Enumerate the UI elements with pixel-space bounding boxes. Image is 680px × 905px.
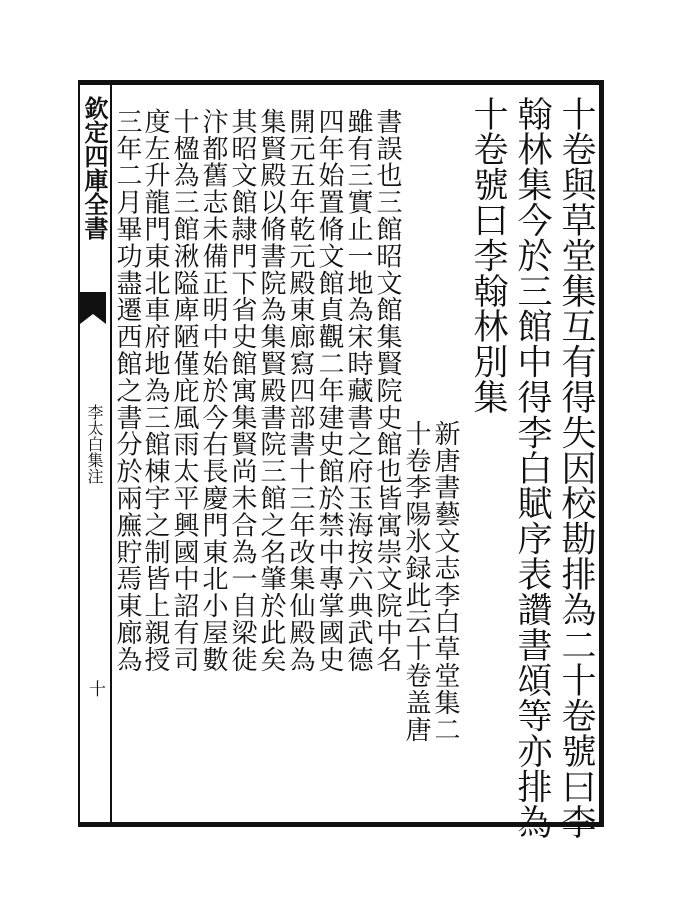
commentary-column-9: 汴都舊志未備正明中始於今右長慶門東北小屋數: [198, 108, 228, 673]
text-column-1: 十卷與草堂集互有得失因校勘排為二十卷號曰李: [556, 96, 596, 840]
fishtail-marker-icon: [78, 292, 108, 324]
book-title: 李太白集注: [85, 404, 104, 484]
frame-top-rule: [78, 80, 604, 85]
commentary-column-7: 集賢殿以脩書院為集賢殿書院三館之名肇於此矣: [256, 108, 286, 673]
commentary-column-4: 雖有三實止一地為宋時藏書之府玉海按六典武德: [343, 108, 373, 673]
text-column-2: 翰林集今於三館中得李白賦序表讚書頌等亦排為: [512, 96, 552, 840]
commentary-column-5: 四年始置脩文館貞觀二年建史館於禁中專掌國史: [314, 108, 344, 673]
commentary-column-12: 三年二月畢功盡遷西館之書分於兩廡貯焉東廊為: [112, 108, 142, 673]
commentary-column-1: 新唐書藝文志李白草堂集二: [430, 420, 460, 743]
commentary-column-11: 度左升龍門東北車府地為三館棟宇之制皆上親授: [140, 108, 170, 673]
commentary-column-6: 開元五年乾元殿東廊寫四部書十三年改集仙殿為: [285, 108, 315, 673]
page-number: 十: [85, 680, 105, 697]
commentary-column-3: 書誤也三館昭文館集賢院史館也皆寓崇文院中名: [372, 108, 402, 673]
commentary-column-2: 十卷李陽氷録此云十卷盖唐: [401, 420, 431, 743]
series-title: 欽定四庫全書: [80, 96, 109, 240]
frame-right-rule: [599, 80, 604, 827]
text-column-3: 十卷號曰李翰林別集: [468, 96, 508, 415]
commentary-column-8: 其昭文館隷門下省史館寓集賢尚未合為一自梁徙: [227, 108, 257, 673]
commentary-column-10: 十楹為三館湫隘庳陋僅庇風雨太平興國中詔有司: [169, 108, 199, 673]
